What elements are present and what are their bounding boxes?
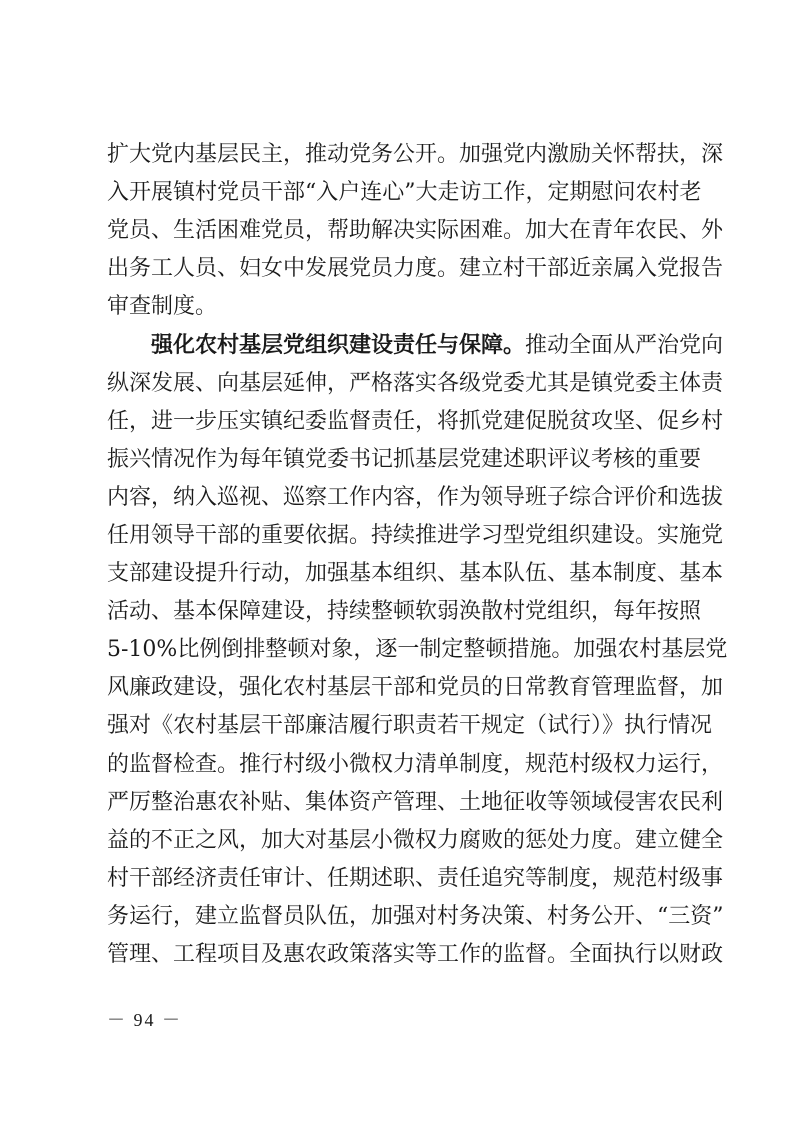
paragraph-2-line-3: 任，进一步压实镇纪委监督责任，将抓党建促脱贫攻坚、促乡村 <box>107 409 724 434</box>
paragraph-1-line-1: 扩大党内基层民主，推动党务公开。加强党内激励关怀帮扶，深 <box>107 142 724 167</box>
paragraph-2-first-line <box>107 326 724 364</box>
paragraph-2-line-10: 风廉政建设，强化农村基层干部和党员的日常教育管理监督，加 <box>107 675 724 700</box>
paragraph-1-line-4: 出务工人员、妇女中发展党员力度。建立村干部近亲属入党报告 <box>107 256 724 281</box>
paragraph-2-line-16: 务运行，建立监督员队伍，加强对村务决策、村务公开、“三资” <box>107 904 724 929</box>
paragraph-2-line-2: 纵深发展、向基层延伸，严格落实各级党委尤其是镇党委主体责 <box>107 371 724 396</box>
paragraph-2-line-9: 5-10%比例倒排整顿对象，逐一制定整顿措施。加强农村基层党 <box>107 637 728 662</box>
page-number: － 94 － <box>107 1010 182 1030</box>
paragraph-1-line-5: 审查制度。 <box>107 294 218 319</box>
paragraph-2-heading: 强化农村基层党组织建设责任与保障。 <box>151 332 526 358</box>
paragraph-1-line-3: 党员、生活困难党员，帮助解决实际困难。加大在青年农民、外 <box>107 218 724 243</box>
paragraph-2-line-17: 管理、工程项目及惠农政策落实等工作的监督。全面执行以财政 <box>107 942 724 967</box>
paragraph-2-line-6: 任用领导干部的重要依据。持续推进学习型党组织建设。实施党 <box>107 523 724 548</box>
paragraph-2-line-12: 的监督检查。推行村级小微权力清单制度，规范村级权力运行， <box>107 752 724 777</box>
paragraph-2-line-13: 严厉整治惠农补贴、集体资产管理、土地征收等领域侵害农民利 <box>107 790 724 815</box>
paragraph-2-line-4: 振兴情况作为每年镇党委书记抓基层党建述职评议考核的重要 <box>107 447 702 472</box>
paragraph-2-line-14: 益的不正之风，加大对基层小微权力腐败的惩处力度。建立健全 <box>107 828 724 853</box>
paragraph-1-line-2: 入开展镇村党员干部“入户连心”大走访工作，定期慰问农村老 <box>107 180 702 205</box>
paragraph-2-line-8: 活动、基本保障建设，持续整顿软弱涣散村党组织，每年按照 <box>107 599 702 624</box>
paragraph-2-first-line-text: 推动全面从严治党向 <box>525 333 724 358</box>
paragraph-2-line-15: 村干部经济责任审计、任期述职、责任追究等制度，规范村级事 <box>107 866 724 891</box>
paragraph-2-line-5: 内容，纳入巡视、巡察工作内容，作为领导班子综合评价和选拔 <box>107 485 724 510</box>
paragraph-2-line-11: 强对《农村基层干部廉洁履行职责若干规定（试行）》执行情况 <box>107 713 713 738</box>
paragraph-2-line-7: 支部建设提升行动，加强基本组织、基本队伍、基本制度、基本 <box>107 561 724 586</box>
